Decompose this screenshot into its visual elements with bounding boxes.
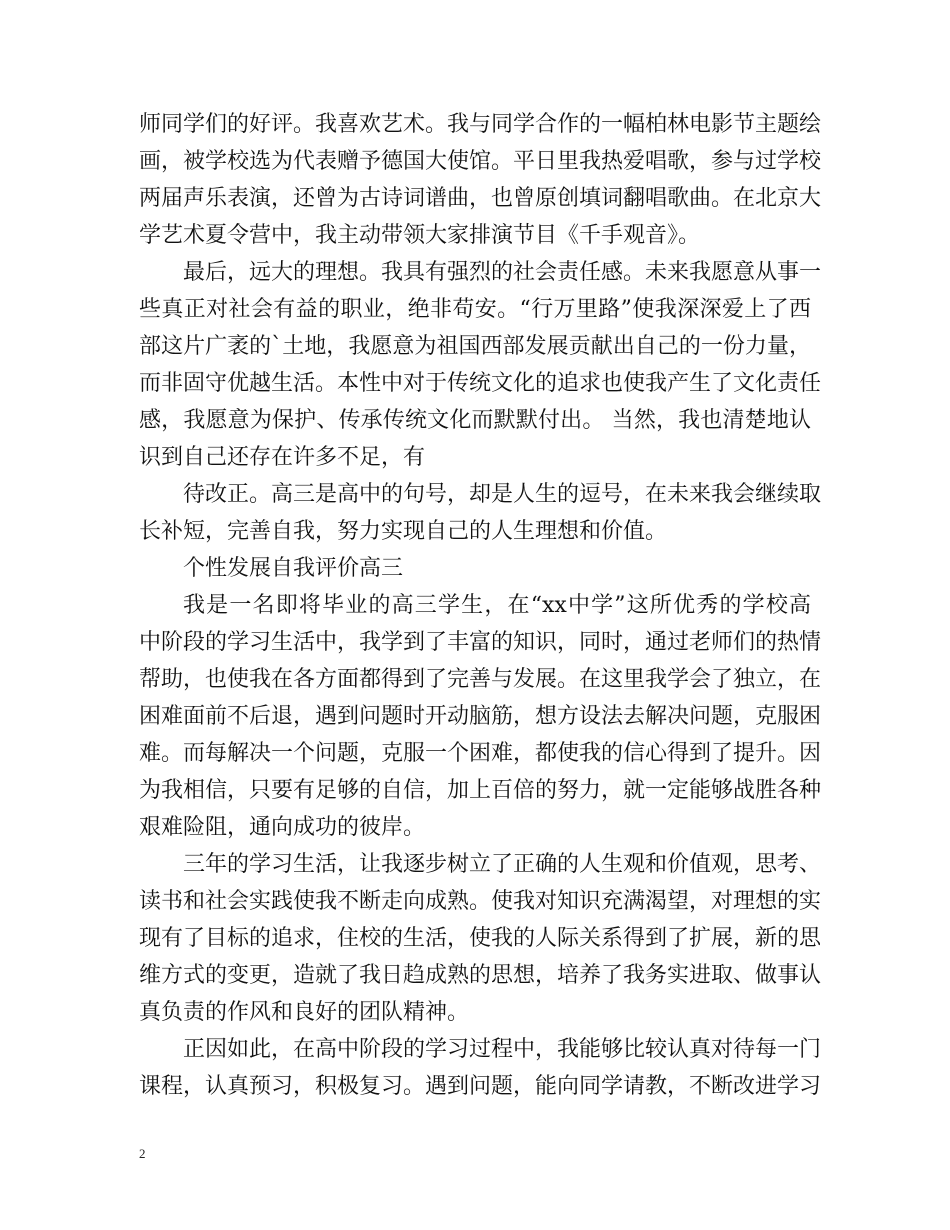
text-line: 三年的学习生活，让我逐步树立了正确的人生观和价值观，思考、 xyxy=(183,852,822,877)
text-line: 真负责的作风和良好的团队精神。 xyxy=(139,1000,470,1025)
text-line: 维方式的变更，造就了我日趋成熟的思想，培养了我务实进取、做事认 xyxy=(139,963,822,988)
text-line: 些真正对社会有益的职业，绝非苟安。“行万里路”使我深深爱上了西 xyxy=(139,297,811,322)
text-line: 部这片广袤的`土地，我愿意为祖国西部发展贡献出自己的一份力量， xyxy=(139,334,811,359)
text-line: 最后，远大的理想。我具有强烈的社会责任感。未来我愿意从事一 xyxy=(183,260,822,285)
text-line: 难。而每解决一个问题，克服一个困难，都使我的信心得到了提升。因 xyxy=(139,741,822,766)
text-line: 长补短，完善自我，努力实现自己的人生理想和价值。 xyxy=(139,519,668,544)
text-line: 困难面前不后退，遇到问题时开动脑筋，想方设法去解决问题，克服困 xyxy=(139,704,822,729)
text-line: 学艺术夏令营中，我主动带领大家排演节目《千手观音》。 xyxy=(139,223,701,248)
text-line: 帮助，也使我在各方面都得到了完善与发展。在这里我学会了独立，在 xyxy=(139,667,822,692)
text-line: 读书和社会实践使我不断走向成熟。使我对知识充满渴望，对理想的实 xyxy=(139,889,822,914)
text-line: 正因如此，在高中阶段的学习过程中，我能够比较认真对待每一门 xyxy=(183,1037,822,1062)
text-line: 艰难险阻，通向成功的彼岸。 xyxy=(139,815,426,840)
text-line: 识到自己还存在许多不足，有 xyxy=(139,445,426,470)
text-line: 画，被学校选为代表赠予德国大使馆。平日里我热爱唱歌，参与过学校 xyxy=(139,149,822,174)
page-number: 2 xyxy=(139,1146,146,1161)
text-line: 中阶段的学习生活中，我学到了丰富的知识，同时，通过老师们的热情 xyxy=(139,630,822,655)
text-line: 现有了目标的追求，住校的生活，使我的人际关系得到了扩展，新的思 xyxy=(139,926,822,951)
text-line: 感，我愿意为保护、传承传统文化而默默付出。 当然，我也清楚地认 xyxy=(139,408,811,433)
text-line: 待改正。高三是高中的句号，却是人生的逗号，在未来我会继续取 xyxy=(183,482,822,507)
text-line: 课程，认真预习，积极复习。遇到问题，能向同学请教，不断改进学习 xyxy=(139,1074,822,1099)
text-line: 为我相信，只要有足够的自信，加上百倍的努力，就一定能够战胜各种 xyxy=(139,778,822,803)
text-line: 我是一名即将毕业的高三学生，在“xx中学”这所优秀的学校高 xyxy=(183,593,811,618)
text-line: 个性发展自我评价高三 xyxy=(183,556,404,581)
text-line: 而非固守优越生活。本性中对于传统文化的追求也使我产生了文化责任 xyxy=(139,371,822,396)
text-line: 师同学们的好评。我喜欢艺术。我与同学合作的一幅柏林电影节主题绘 xyxy=(139,112,822,137)
body-text xyxy=(139,106,822,1105)
text-line: 两届声乐表演，还曾为古诗词谱曲，也曾原创填词翻唱歌曲。在北京大 xyxy=(139,186,822,211)
